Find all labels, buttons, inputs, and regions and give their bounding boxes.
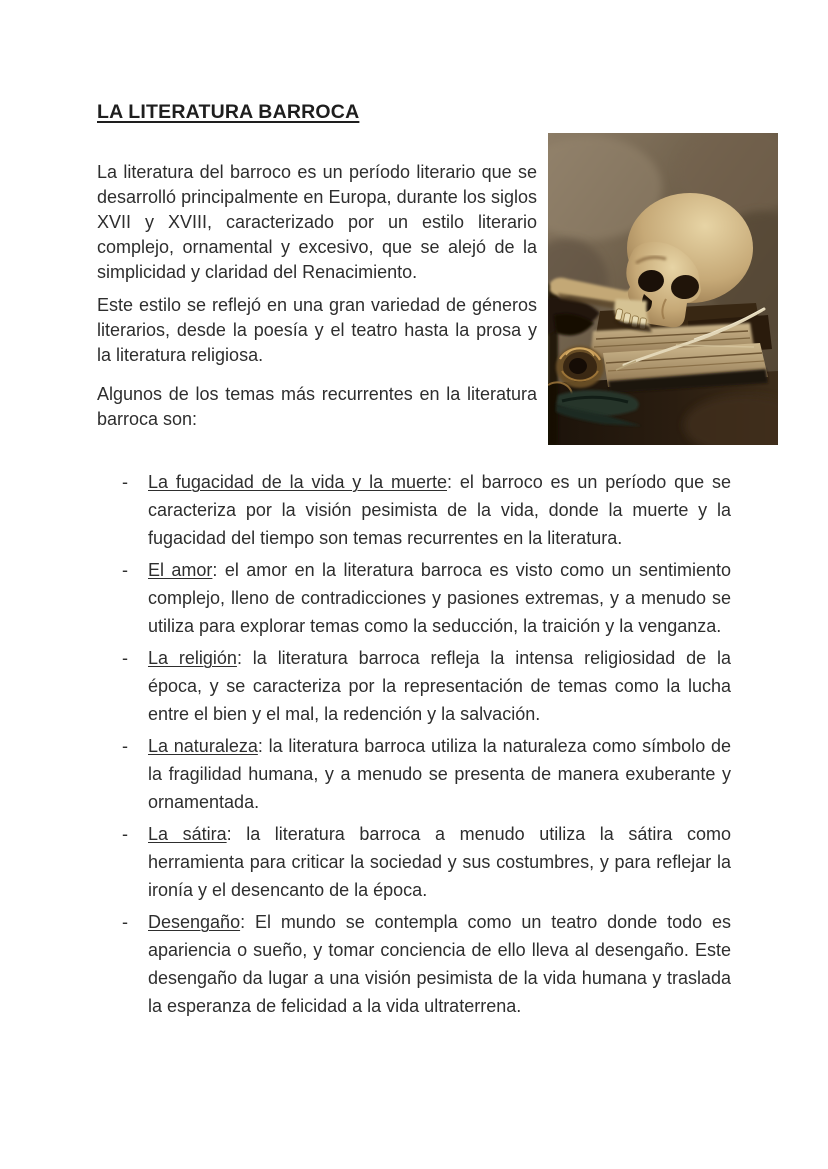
themes-list: [97, 468, 731, 1020]
bullet-dash: -: [122, 912, 128, 932]
page-title: LA LITERATURA BARROCA: [97, 101, 360, 123]
bullet-dash: -: [122, 648, 128, 668]
theme-term: La naturaleza: [148, 736, 258, 756]
theme-text: : la literatura barroca utiliza la naturaleza como símbolo de la fragilidad humana, y a menudo se presenta de manera exuberante y ornamentada.: [148, 736, 731, 812]
theme-term: Desengaño: [148, 912, 241, 932]
paragraph-themes-lead: Algunos de los temas más recurrentes en la literatura barroca son:: [97, 384, 537, 429]
paragraph-genres: Este estilo se reflejó en una gran variedad de géneros literarios, desde la poesía y el teatro hasta la prosa y la literatura religiosa.: [97, 295, 537, 365]
theme-term: La religión: [148, 648, 237, 668]
paragraph-intro: La literatura del barroco es un período literario que se desarrolló principalmente en Europa, durante los siglos XVII y XVIII, caracterizado por un estilo literario complejo, ornamental y excesivo, que se alejó de la simplicidad y claridad del Renacimiento.: [97, 162, 537, 282]
bullet-dash: -: [122, 736, 128, 756]
list-item-satira: [97, 820, 731, 904]
bullet-dash: -: [122, 560, 128, 580]
list-item-naturaleza: [97, 732, 731, 816]
theme-text: : El mundo se contempla como un teatro donde todo es apariencia o sueño, y tomar conciencia de ello lleva al desengaño. Este desengaño da lugar a una visión pesimista de la vida humana y traslada la esperanza de felicidad a la vida ultraterrena.: [148, 912, 731, 1016]
list-item-amor: [97, 556, 731, 640]
list-item-religion: [97, 644, 731, 728]
bullet-dash: -: [122, 824, 128, 844]
theme-text: : la literatura barroca refleja la intensa religiosidad de la época, y se caracteriza por la representación de temas como la lucha entre el bien y el mal, la redención y la salvación.: [148, 648, 732, 724]
list-item-fugacidad: [97, 468, 731, 552]
list-item-desengano: [97, 908, 731, 1020]
bullet-dash: -: [122, 472, 128, 492]
theme-text: : el amor en la literatura barroca es visto como un sentimiento complejo, lleno de contradicciones y pasiones extremas, y a menudo se utiliza para explorar temas como la seducción, la traición y la venganza.: [148, 560, 732, 636]
theme-term: La fugacidad de la vida y la muerte: [148, 472, 447, 492]
theme-term: El amor: [148, 560, 213, 580]
vanitas-still-life-image: [548, 133, 778, 445]
theme-text: : la literatura barroca a menudo utiliza la sátira como herramienta para criticar la sociedad y sus costumbres, y para reflejar la ironía y el desencanto de la época.: [148, 824, 732, 900]
theme-term: La sátira: [148, 824, 227, 844]
theme-text: : el barroco es un período que se caracteriza por la visión pesimista de la vida, donde la muerte y la fugacidad del tiempo son temas recurrentes en la literatura.: [148, 472, 731, 548]
vanitas-painting-svg: [548, 133, 778, 445]
